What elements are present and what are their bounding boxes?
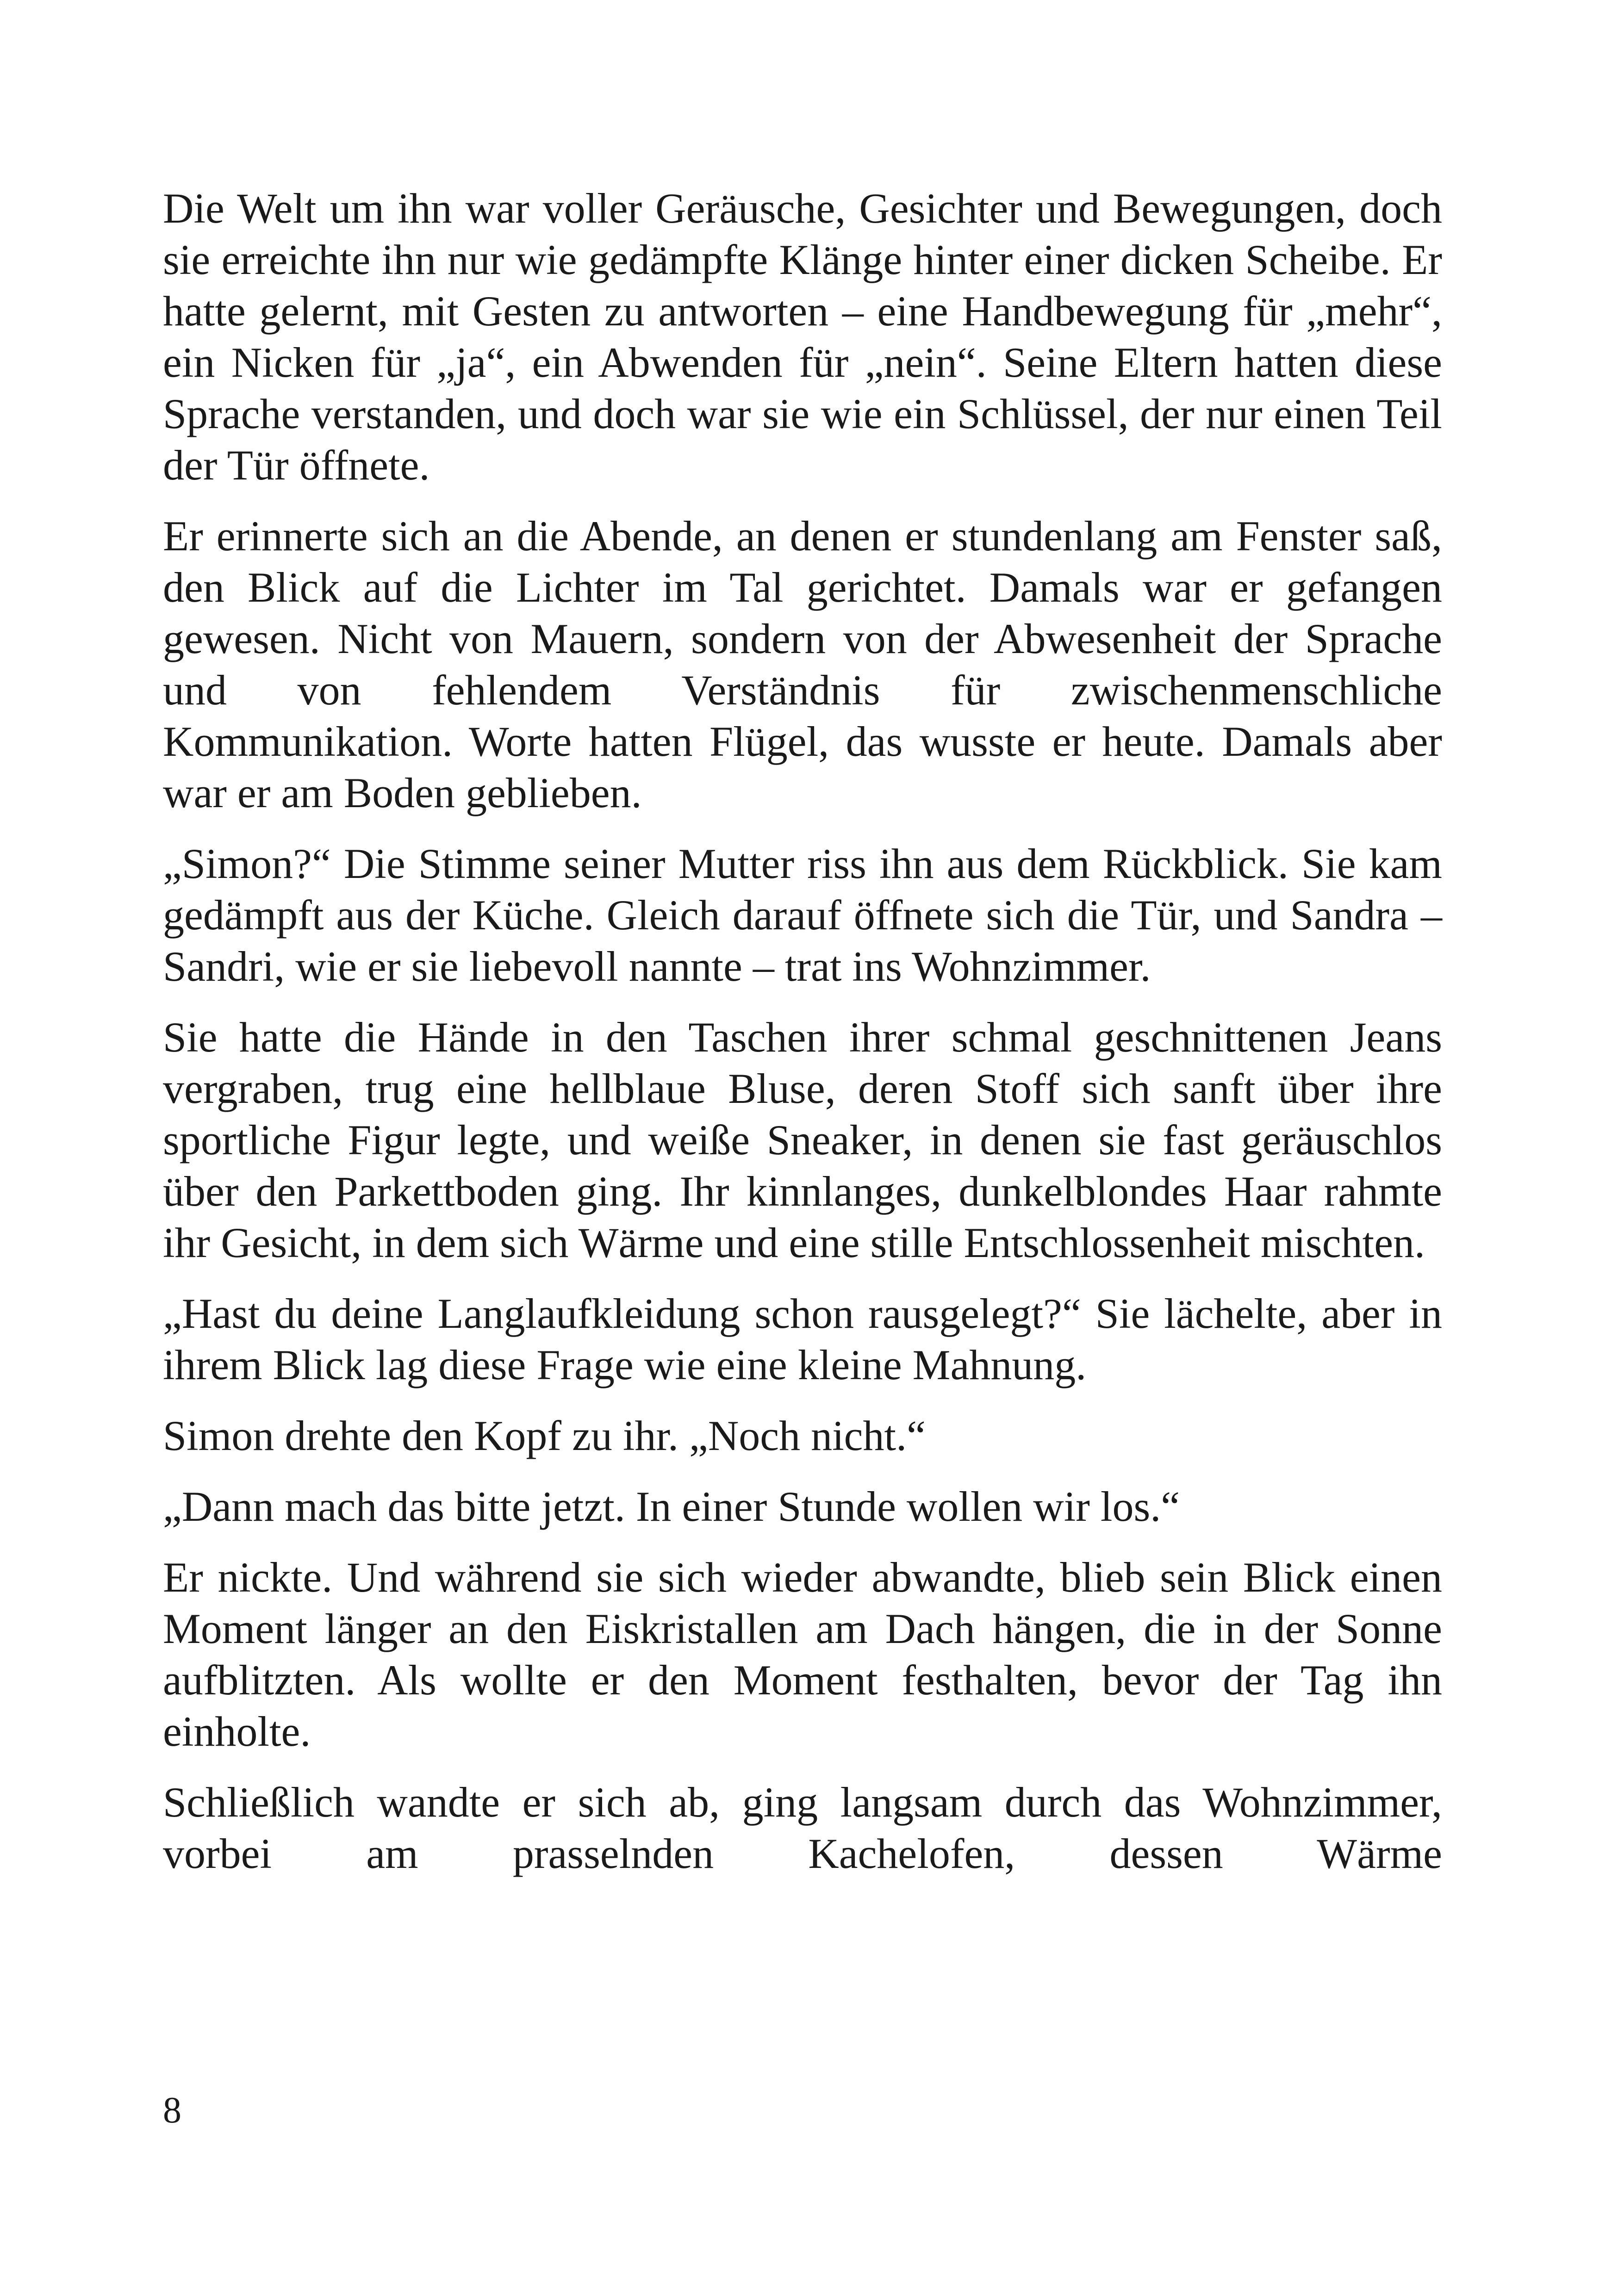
paragraph: Er erinnerte sich an die Abende, an denen er stundenlang am Fenster saß, den Blick auf die Lichter im Tal gerichtet. Damals war er gefangen gewesen. Nicht von Mauern, sondern von der Abwesenheit der Sprache und von fehlendem Verständnis für zwischenmenschliche Kommunikation. Worte hatten Flügel, das wusste er heute. Damals aber war er am Boden geblieben. (163, 512, 1442, 816)
paragraph: „Simon?“ Die Stimme seiner Mutter riss ihn aus dem Rückblick. Sie kam gedämpft aus der Küche. Gleich darauf öffnete sich die Tür, und Sandra – Sandri, wie er sie liebevoll nannte – trat ins Wohnzimmer. (163, 840, 1442, 990)
paragraph: Simon drehte den Kopf zu ihr. „Noch nicht.“ (163, 1412, 926, 1459)
body-text (163, 183, 1442, 1879)
paragraph: „Hast du deine Langlaufkleidung schon rausgelegt?“ Sie lächelte, aber in ihrem Blick lag diese Frage wie eine kleine Mahnung. (163, 1290, 1442, 1388)
paragraph: Sie hatte die Hände in den Taschen ihrer schmal geschnittenen Jeans vergraben, trug eine hellblaue Bluse, deren Stoff sich sanft über ihre sportliche Figur legte, und weiße Sneaker, in denen sie fast geräuschlos über den Parkettboden ging. Ihr kinnlanges, dunkelblondes Haar rahmte ihr Gesicht, in dem sich Wärme und eine stille Entschlossenheit mischten. (163, 1014, 1442, 1266)
page-number: 8 (163, 2090, 181, 2131)
paragraph: „Dann mach das bitte jetzt. In einer Stunde wollen wir los.“ (163, 1483, 1180, 1530)
paragraph-continued: Schließlich wandte er sich ab, ging langsam durch das Wohnzimmer, vorbei am prasselnden Kachelofen, dessen Wärme (163, 1779, 1442, 1877)
paragraph: Er nickte. Und während sie sich wieder abwandte, blieb sein Blick einen Moment länger an den Eiskristallen am Dach hängen, die in der Sonne aufblitzten. Als wollte er den Moment festhalten, bevor der Tag ihn einholte. (163, 1554, 1442, 1755)
paragraph: Die Welt um ihn war voller Geräusche, Gesichter und Bewegungen, doch sie erreichte ihn nur wie gedämpfte Klänge hinter einer dicken Scheibe. Er hatte gelernt, mit Gesten zu antworten – eine Handbewegung für „mehr“, ein Nicken für „ja“, ein Abwenden für „nein“. Seine Eltern hatten diese Sprache verstanden, und doch war sie wie ein Schlüssel, der nur einen Teil der Tür öffnete. (163, 185, 1442, 489)
